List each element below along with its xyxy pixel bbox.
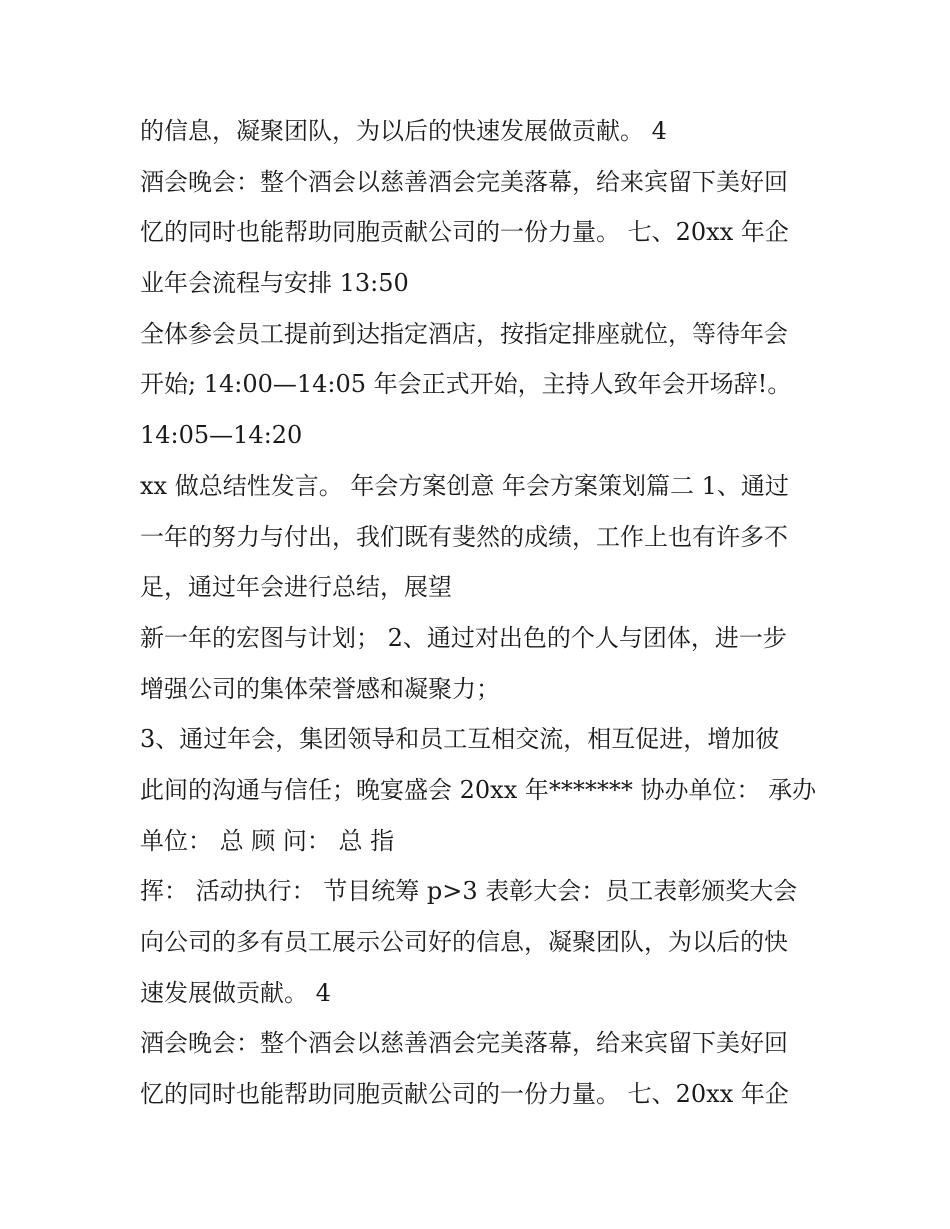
text-line-2: 酒会晚会：整个酒会以慈善酒会完美落幕，给来宾留下美好回 [140, 167, 788, 196]
text-line-6: 开始; 14:00—14:05 年会正式开始，主持人致年会开场辞!。 [140, 370, 792, 399]
text-line-17: 向公司的多有员工展示公司好的信息，凝聚团队，为以后的快 [140, 928, 788, 956]
document-body [140, 106, 830, 1120]
text-line-14: 此间的沟通与信任；晚宴盛会 20xx 年******* 协办单位： 承办 [140, 775, 817, 804]
text-line-16: 挥： 活动执行： 节目统筹 p>3 表彰大会：员工表彰颁奖大会 [140, 877, 798, 906]
text-line-7: 14:05—14:20 [140, 421, 303, 450]
text-line-20: 忆的同时也能帮助同胞贡献公司的一份力量。 七、20xx 年企 [140, 1080, 789, 1109]
text-line-10: 足，通过年会进行总结，展望 [140, 573, 452, 602]
text-line-3: 忆的同时也能帮助同胞贡献公司的一份力量。 七、20xx 年企 [140, 218, 789, 247]
text-line-13: 3、通过年会，集团领导和员工互相交流，相互促进，增加彼 [140, 725, 780, 754]
text-line-11: 新一年的宏图与计划； 2、通过对出色的个人与团体，进一步 [140, 623, 787, 652]
text-line-4: 业年会流程与安排 13:50 [140, 269, 409, 298]
text-line-5: 全体参会员工提前到达指定酒店，按指定排座就位，等待年会 [140, 319, 788, 348]
text-line-8: xx 做总结性发言。 年会方案创意 年会方案策划篇二 1、通过 [140, 471, 789, 500]
text-line-12: 增强公司的集体荣誉感和凝聚力； [140, 674, 500, 703]
text-line-9: 一年的努力与付出，我们既有斐然的成绩，工作上也有许多不 [140, 522, 788, 551]
text-line-19: 酒会晚会：整个酒会以慈善酒会完美落幕，给来宾留下美好回 [140, 1029, 788, 1058]
text-line-18: 速发展做贡献。 4 [140, 978, 331, 1007]
text-line-15: 单位： 总 顾 问： 总 指 [140, 826, 395, 855]
text-line-1: 的信息，凝聚团队，为以后的快速发展做贡献。 4 [140, 117, 667, 145]
